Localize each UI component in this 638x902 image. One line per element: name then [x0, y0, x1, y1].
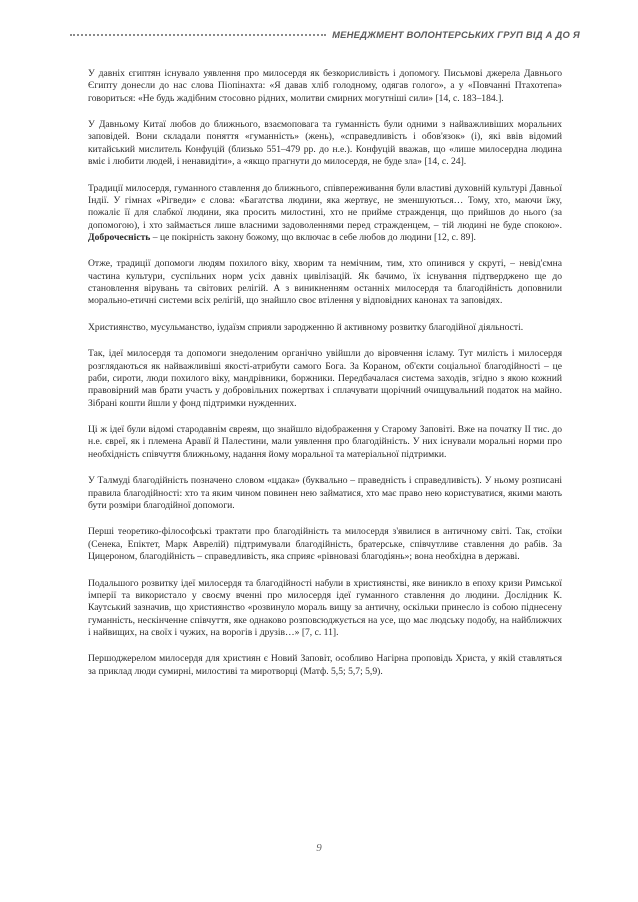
- paragraph-antiquity: Перші теоретико-філософські трактати про благодійність та милосердя з'явилися в античному світі. Так, стоїки (Сенека, Епіктет, Марк Аврелій) підтримували благодійність, братерське, співчутливе ставлення до рабів. За Цицероном, благодійність – справедливість, яка сприяє «рівновазі благодіянь»; вона необхідна в державі.: [88, 526, 562, 563]
- paragraph-religions: Християнство, мусульманство, іудаїзм сприяли зародженню й активному розвитку благодійної діяльності.: [88, 321, 524, 333]
- paragraph-india-tail: – це покірність закону божому, що включає в себе любов до людини [12, с. 89].: [150, 231, 476, 243]
- body-text: [88, 68, 562, 692]
- paragraph-china: У Давньому Китаї любов до ближнього, взаємоповага та гуманність були одними з найважливіших моральних заповідей. Вони складали поняття «гуманність» (жень), «справедливість і обов'язок» (і), які ввів відомий китайський мислитель Конфуцій (близько 551–479 рр. до н.е.). Конфуцій вважав, що «лише милосердна людина вміє і любити людей, і ненавидіти», а «якщо прагнути до милосердя, не буде зла» [14, с. 24].: [88, 119, 562, 168]
- paragraph-egypt: У давніх єгиптян існувало уявлення про милосердя як безкорисливість і допомогу. Письмові джерела Давнього Єгипту донесли до нас слова Піопінахта: «Я давав хліб голодному, одягав голого», а у «Повчанні Птахотепа» говориться: «Не будь жадібним стосовно рідних, молитви смирних могутніші сили» [14, с. 183–184.].: [88, 68, 562, 104]
- paragraph-new-testament: Першоджерелом милосердя для християн є Новий Заповіт, особливо Нагірна проповідь Христа, у якій ставляться за приклад люди сумирні, милостиві та миротворці (Матф. 5,5; 5,7; 5,9).: [88, 653, 562, 677]
- paragraph-christianity: Подальшого розвитку ідеї милосердя та благодійності набули в християнстві, яке виникло в епоху кризи Римської імперії та використало у своєму вченні про милосердя ідеї гуманного ставлення до людини. Дослідник К. Каутський зазначив, що християнство «розвинуло мораль вищу за античну, оскільки принесло із собою піднесену гуманність, нескінченне співчуття, яке однаково розповсюджується на усе, що має людську подобу, на найближчих і найвищих, на своїх і чужих, на ворогів і друзів…» [7, с. 11].: [88, 577, 562, 638]
- paragraph-talmud: У Талмуді благодійність позначено словом «цдака» (буквально – праведність і справедливість). У ньому розписані правила благодійності: хто та яким чином повинен нею займатися, хто має право нею користуватися, якими мають бути розміри благодійної допомоги.: [88, 475, 562, 511]
- paragraph-islam: Так, ідеї милосердя та допомоги знедоленим органічно увійшли до віровчення ісламу. Тут милість і милосердя розглядаються як найважливіші якості-атрибути самого Бога. За Кораном, об'єкти соціальної благодійності – це раби, сироти, люди похилого віку, мандрівники, боржники. Передбачалася система заходів, згідно з якою кожний правовірний мав брати участь у добровільних пожертвах і сплачувати щорічний очищувальний податок на майно. Зібрані кошти йшли у фонд підтримки нужденних.: [88, 348, 562, 409]
- bold-term-virtue: Доброчесність: [88, 231, 151, 243]
- page-number: 9: [316, 842, 322, 854]
- header-dotted-rule: [70, 34, 326, 36]
- paragraph-traditions: Отже, традиції допомоги людям похилого віку, хворим та немічним, тим, хто опинився у скруті, – невід'ємна частина культури, суспільних норм усіх давніх цивілізацій. Як бачимо, їх існування підтверджено ще до становлення вірувань та світових релігій. А з виникненням останніх милосердя та благодійність доповнили морально-етичні системи всіх релігій, що знайшло своє втілення у відповідних канонах та заповідях.: [88, 258, 562, 307]
- paragraph-india-text: Традиції милосердя, гуманного ставлення до ближнього, співпереживання були властиві духовній культурі Давньої Індії. У гімнах «Рігведи» є слова: «Багатства людини, яка жертвує, не зменшуються… Тому, хто, маючи їжу, пожаліє її для слабкої людини, яка просить милостині, хто не прийме стражденця, що прийшов до нього (за допомогою), і хто займається лише власними задоволеннями перед стражденцем, – тій людині не буде спокою».: [88, 182, 562, 231]
- running-header: [70, 22, 580, 40]
- paragraph-india: [88, 183, 562, 245]
- running-title: МЕНЕДЖМЕНТ ВОЛОНТЕРСЬКИХ ГРУП ВІД А ДО Я: [332, 29, 580, 40]
- paragraph-old-testament: Ці ж ідеї були відомі стародавнім євреям, що знайшло відображення у Старому Заповіті. Вже на початку ІІ тис. до н.е. євреї, як і племена Аравії й Палестини, мали уявлення про благодійність. У них існували моральні норми про необхідність співчуття ближньому, надання йому моральної та матеріальної підтримки.: [88, 424, 562, 460]
